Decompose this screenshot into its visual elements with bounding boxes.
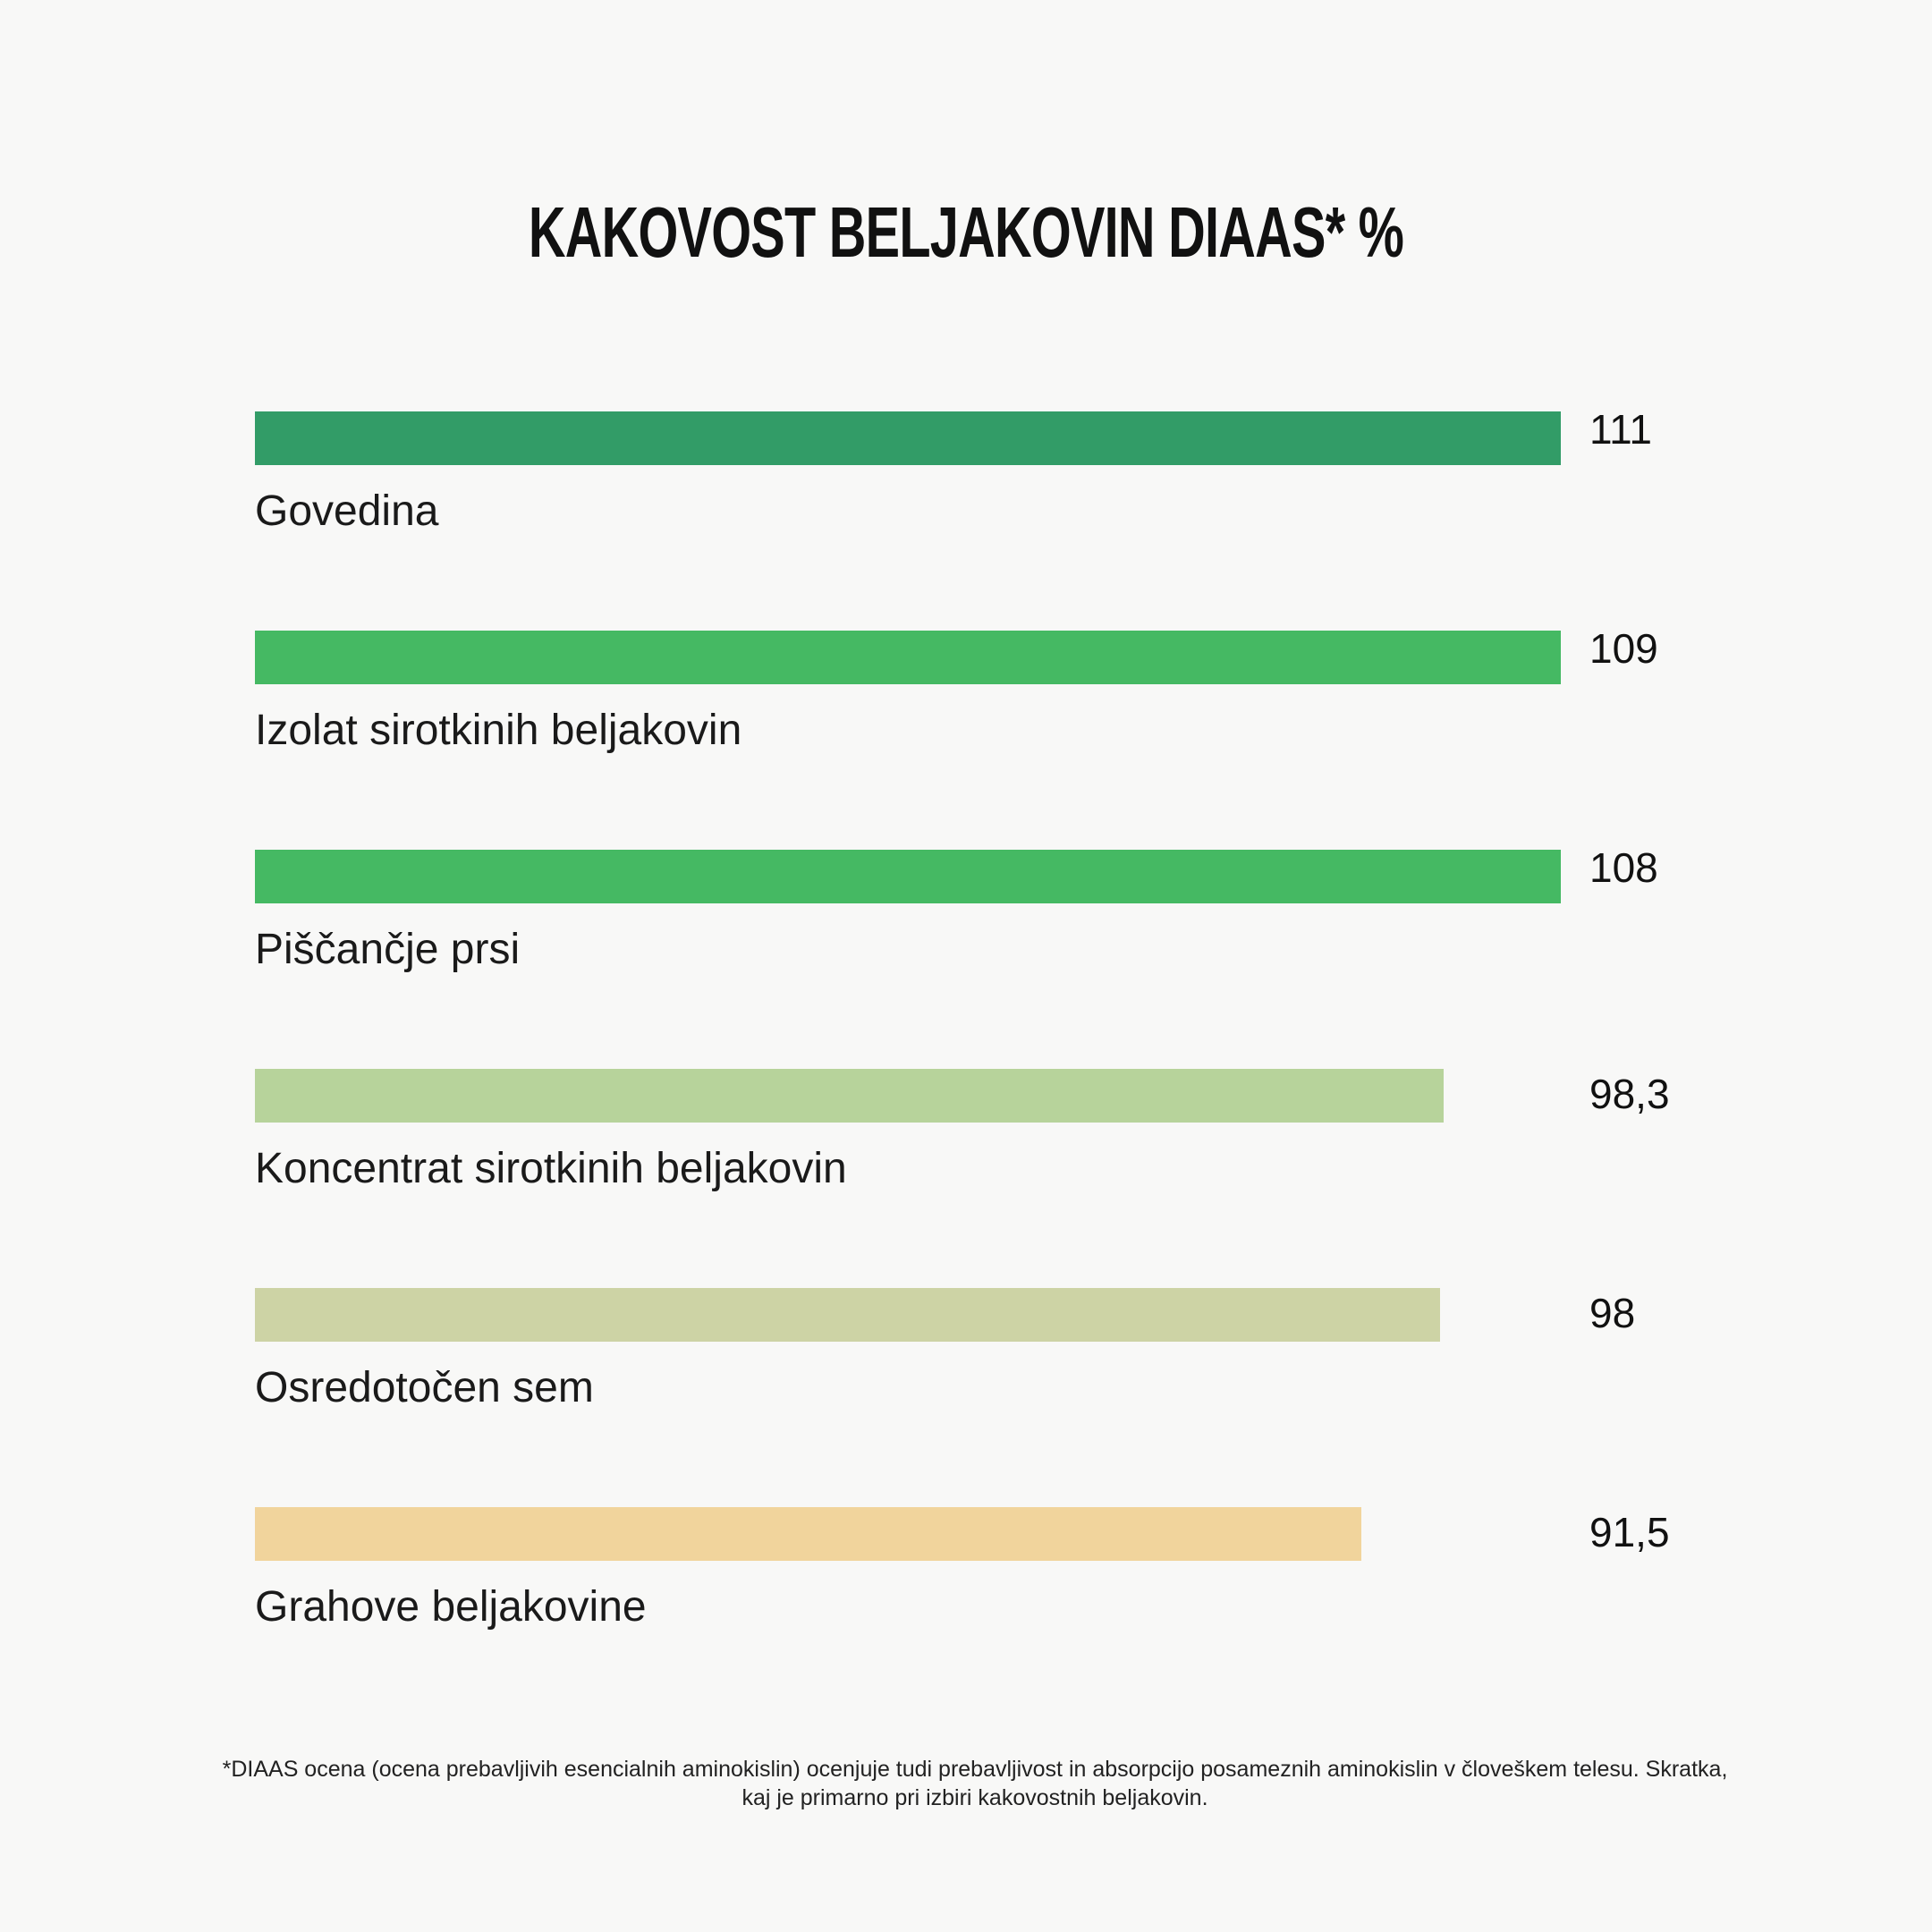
category-label: Grahove beljakovine	[255, 1583, 647, 1631]
bar	[255, 1069, 1444, 1123]
bar-value-label: 98,3	[1589, 1071, 1670, 1117]
bar-value-label: 109	[1589, 625, 1658, 672]
bar	[255, 411, 1561, 465]
bar	[255, 631, 1561, 684]
bar-value-label: 98	[1589, 1290, 1636, 1336]
bar	[255, 850, 1561, 903]
bar	[255, 1507, 1361, 1561]
category-label: Koncentrat sirotkinih beljakovin	[255, 1145, 847, 1192]
bar-value-label: 91,5	[1589, 1509, 1670, 1555]
bar-value-label: 111	[1589, 406, 1652, 453]
category-label: Osredotočen sem	[255, 1364, 594, 1411]
category-label: Govedina	[255, 487, 439, 535]
footnote: *DIAAS ocena (ocena prebavljivih esencialnih aminokislin) ocenjuje tudi prebavljivost in absorpcijo posameznih aminokislin v človeškem telesu. Skratka, kaj je primarno pri izbiri kakovostnih beljakovin.	[222, 1757, 1728, 1810]
bar-value-label: 108	[1589, 844, 1658, 891]
bar	[255, 1288, 1440, 1342]
chart-title: KAKOVOST BELJAKOVIN DIAAS* %	[528, 192, 1404, 272]
category-label: Izolat sirotkinih beljakovin	[255, 707, 742, 754]
category-label: Piščančje prsi	[255, 926, 521, 973]
